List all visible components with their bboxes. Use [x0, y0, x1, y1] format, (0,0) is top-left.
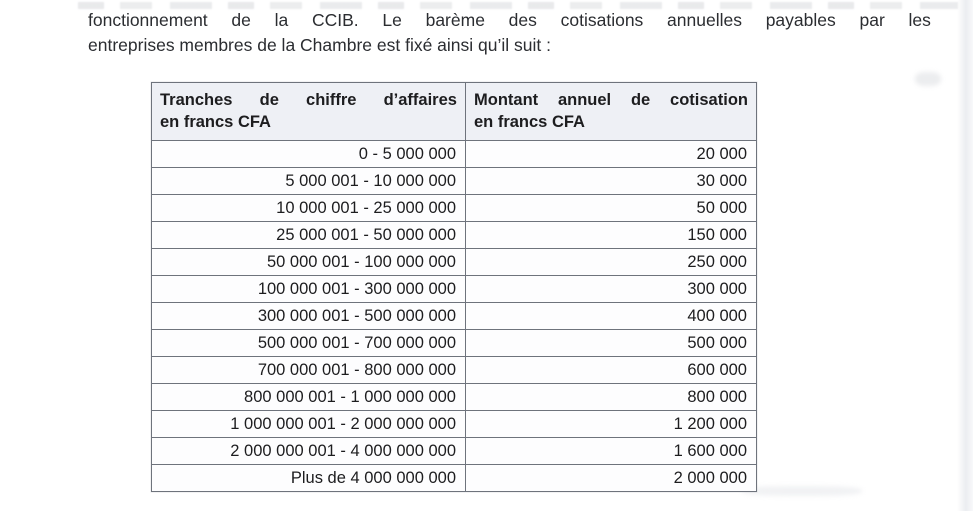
paragraph-word: payables: [765, 10, 836, 30]
cell-annual-amount: 1 200 000: [466, 411, 757, 438]
cell-annual-amount: 600 000: [466, 357, 757, 384]
table-row: [152, 384, 757, 411]
header-word: de: [259, 91, 279, 109]
table-body: [152, 141, 757, 492]
paragraph-word: barème: [425, 10, 485, 30]
paragraph-line-1: [88, 8, 931, 33]
column-header-turnover-bracket-line2: en francs CFA: [160, 113, 271, 131]
cell-turnover-bracket: 10 000 001 - 25 000 000: [152, 195, 466, 222]
cell-annual-amount: 50 000: [466, 195, 757, 222]
column-header-turnover-bracket: [152, 83, 466, 141]
header-word: de: [630, 91, 651, 109]
cell-annual-amount: 150 000: [466, 222, 757, 249]
paragraph-word: cotisations: [560, 10, 644, 30]
cell-turnover-bracket: 1 000 000 001 - 2 000 000 000: [152, 411, 466, 438]
cell-turnover-bracket: 100 000 001 - 300 000 000: [152, 276, 466, 303]
cell-turnover-bracket: 0 - 5 000 000: [152, 141, 466, 168]
paragraph-line-2: entreprises membres de la Chambre est fixé ainsi qu’il suit :: [88, 35, 551, 55]
cell-turnover-bracket: 50 000 001 - 100 000 000: [152, 249, 466, 276]
cell-annual-amount: 400 000: [466, 303, 757, 330]
table-row: [152, 438, 757, 465]
paragraph-word: des: [508, 10, 537, 30]
table-row: [152, 222, 757, 249]
cell-annual-amount: 2 000 000: [466, 465, 757, 492]
table-row: [152, 276, 757, 303]
cell-turnover-bracket: 800 000 001 - 1 000 000 000: [152, 384, 466, 411]
cell-turnover-bracket: 5 000 001 - 10 000 000: [152, 168, 466, 195]
cell-annual-amount: 300 000: [466, 276, 757, 303]
paragraph-word: CCIB.: [311, 10, 359, 30]
cell-turnover-bracket: 500 000 001 - 700 000 000: [152, 330, 466, 357]
cell-turnover-bracket: 700 000 001 - 800 000 000: [152, 357, 466, 384]
table-row: [152, 411, 757, 438]
cell-turnover-bracket: 25 000 001 - 50 000 000: [152, 222, 466, 249]
header-word: chiffre: [306, 91, 357, 109]
cell-annual-amount: 500 000: [466, 330, 757, 357]
fee-schedule-table: [151, 82, 757, 492]
table-row: [152, 141, 757, 168]
column-header-annual-amount: [466, 83, 757, 141]
header-word: d’affaires: [383, 91, 457, 109]
cell-turnover-bracket: 2 000 000 001 - 4 000 000 000: [152, 438, 466, 465]
cell-annual-amount: 800 000: [466, 384, 757, 411]
table-row: [152, 303, 757, 330]
paragraph-word: fonctionnement: [88, 10, 208, 30]
paragraph-word: annuelles: [667, 10, 742, 30]
column-header-annual-amount-line2: en francs CFA: [474, 113, 585, 131]
scan-artifact-smudge-right: [915, 72, 941, 86]
table-header: [152, 83, 757, 141]
header-word: annuel: [557, 91, 612, 109]
cell-annual-amount: 1 600 000: [466, 438, 757, 465]
cell-turnover-bracket: 300 000 001 - 500 000 000: [152, 303, 466, 330]
scan-artifact-smudge-bottom: [742, 486, 862, 496]
paragraph-word: les: [908, 10, 931, 30]
fee-schedule-table-container: [151, 82, 756, 492]
cell-annual-amount: 20 000: [466, 141, 757, 168]
cell-turnover-bracket: Plus de 4 000 000 000: [152, 465, 466, 492]
header-word: Tranches: [160, 91, 233, 109]
header-word: Montant: [474, 91, 539, 109]
header-word: cotisation: [670, 91, 748, 109]
column-header-turnover-bracket-line1: [160, 89, 457, 111]
table-row: [152, 330, 757, 357]
cell-annual-amount: 250 000: [466, 249, 757, 276]
table-header-row: [152, 83, 757, 141]
paragraph-word: de: [231, 10, 251, 30]
paragraph-word: la: [274, 10, 289, 30]
paragraph-word: Le: [382, 10, 402, 30]
scan-page-edge: [957, 0, 973, 511]
table-row: [152, 195, 757, 222]
table-row: [152, 465, 757, 492]
table-row: [152, 168, 757, 195]
column-header-annual-amount-line1: [474, 89, 748, 111]
table-row: [152, 249, 757, 276]
cell-annual-amount: 30 000: [466, 168, 757, 195]
body-paragraph: [88, 8, 931, 58]
paragraph-word: par: [859, 10, 885, 30]
table-row: [152, 357, 757, 384]
